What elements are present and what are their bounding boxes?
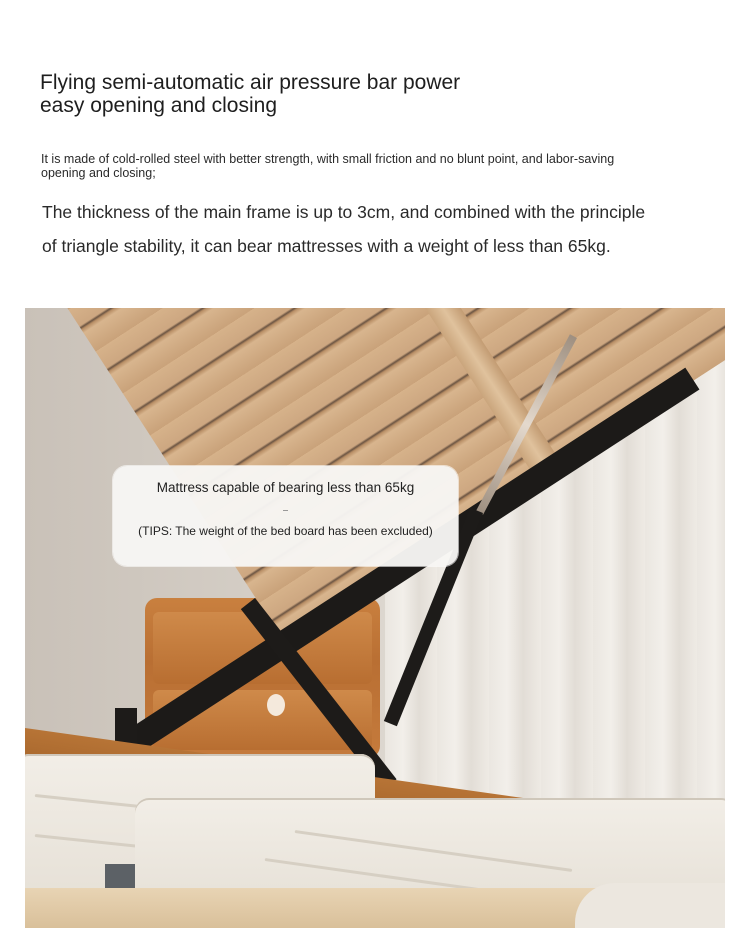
frame-description (42, 195, 722, 263)
load-capacity-card (113, 466, 458, 566)
page-title (40, 71, 460, 117)
lid-rail (157, 308, 563, 482)
frame-description-line-2: of triangle stability, it can bear mattresses with a weight of less than 65kg. (42, 236, 611, 256)
load-capacity-note: (TIPS: The weight of the bed board has been excluded) (138, 524, 433, 538)
title-line-2: easy opening and closing (40, 94, 278, 117)
material-description: It is made of cold-rolled steel with better strength, with small friction and no blunt point, and labor-saving opening and closing; (41, 152, 615, 180)
frame-description-line-1: The thickness of the main frame is up to 3cm, and combined with the principle (42, 202, 646, 222)
load-capacity-headline: Mattress capable of bearing less than 65kg (156, 480, 415, 495)
nightstand-knob (267, 694, 285, 716)
photo-blanket (575, 883, 725, 928)
title-line-1: Flying semi-automatic air pressure bar power (40, 71, 461, 94)
card-divider (283, 510, 288, 511)
box-lid-ridge (295, 830, 573, 872)
product-photo (25, 308, 725, 928)
